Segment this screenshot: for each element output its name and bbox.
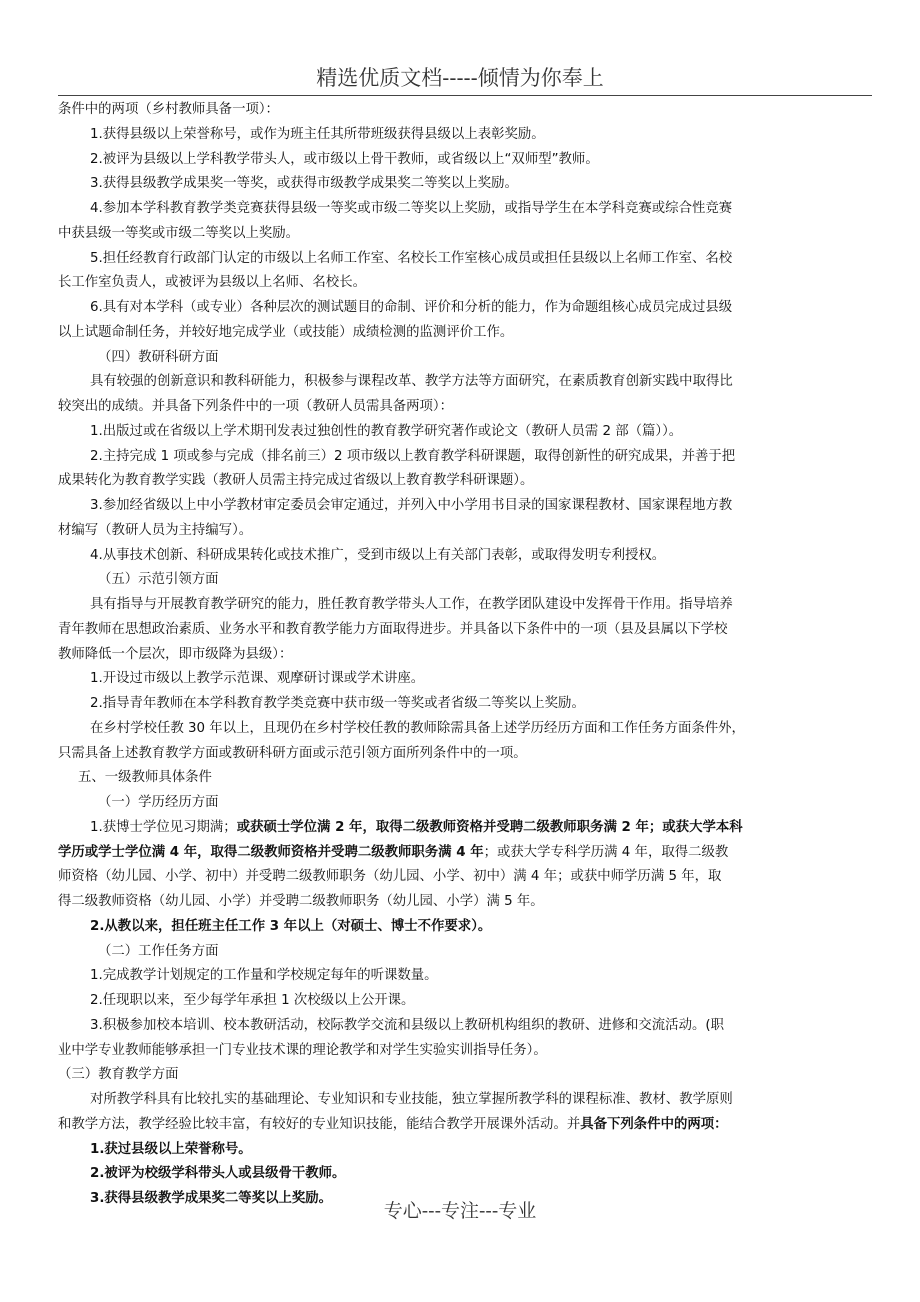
text-line: 条件中的两项（乡村教师具备一项）： bbox=[58, 102, 279, 117]
text-line: 在乡村学校任教 30 年以上，且现仍在乡村学校任教的教师除需具备上述学历经历方面和工作任务方面条件外， bbox=[90, 720, 745, 736]
text-line: 业中学专业教师能够承担一门专业技术课的理论教学和对学生实验实训指导任务）。 bbox=[58, 1042, 547, 1058]
header-divider bbox=[58, 95, 872, 96]
text-line: 具有指导与开展教育教学研究的能力，胜任教育教学带头人工作，在教学团队建设中发挥骨干作用。指导培养 bbox=[90, 597, 733, 612]
text-line: 1.完成教学计划规定的工作量和学校规定每年的听课数量。 bbox=[90, 968, 438, 984]
text-line: 5.担任经教育行政部门认定的市级以上名师工作室、名校长工作室核心成员或担任县级以上名师工作室、名校 bbox=[90, 250, 733, 266]
text-line: 教师降低一个层次，即市级降为县级）： bbox=[58, 646, 293, 662]
document-body bbox=[58, 98, 872, 1212]
text-run: 学历或学士学位满 4 年，取得二级教师资格并受聘二级教师职务满 4 年 bbox=[58, 844, 484, 860]
text-line: 2.主持完成 1 项或参与完成（排名前三）2 项市级以上教育教学科研课题，取得创新性的研究成果，并善于把 bbox=[90, 448, 736, 464]
text-line: 以上试题命制任务，并较好地完成学业（或技能）成绩检测的监测评价工作。 bbox=[58, 324, 514, 340]
text-run: 具备下列条件中的两项： bbox=[580, 1116, 728, 1132]
text-line: （五）示范引领方面 bbox=[98, 572, 219, 588]
text-line: 3.获得县级教学成果奖二等奖以上奖励。 bbox=[90, 1191, 333, 1206]
text-line: 材编写（教研人员为主持编写）。 bbox=[58, 522, 253, 538]
text-line: 3.获得县级教学成果奖一等奖，或获得市级教学成果奖二等奖以上奖励。 bbox=[90, 176, 518, 192]
text-line: （二）工作任务方面 bbox=[98, 943, 219, 959]
text-line: 师资格（幼儿园、小学、初中）并受聘二级教师职务（幼儿园、小学、初中）满 4 年；或获中师学历满 5 年，取 bbox=[58, 869, 722, 885]
text-line: 成果转化为教育教学实践（教研人员需主持完成过省级以上教育教学科研课题）。 bbox=[58, 473, 534, 489]
text-line bbox=[58, 816, 872, 841]
text-line: 4.从事技术创新、科研成果转化或技术推广，受到市级以上有关部门表彰，或取得发明专利授权。 bbox=[90, 547, 666, 563]
text-line: 青年教师在思想政治素质、业务水平和教育教学能力方面取得进步。并具备以下条件中的一项（县及县属以下学校 bbox=[58, 621, 728, 637]
text-line bbox=[58, 1113, 872, 1138]
text-line: 2.任现职以来，至少每学年承担 1 次校级以上公开课。 bbox=[90, 993, 415, 1008]
text-line: 得二级教师资格（幼儿园、小学）并受聘二级教师职务（幼儿园、小学）满 5 年。 bbox=[58, 894, 544, 909]
text-line: 具有较强的创新意识和教科研能力，积极参与课程改革、教学方法等方面研究，在素质教育创新实践中取得比 bbox=[90, 374, 733, 390]
text-line: （三）教育教学方面 bbox=[58, 1067, 179, 1083]
text-run: 和教学方法，教学经验比较丰富，有较好的专业知识技能，能结合教学开展课外活动。并 bbox=[58, 1116, 581, 1132]
text-line: 4.参加本学科教育教学类竞赛获得县级一等奖或市级二等奖以上奖励，或指导学生在本学科竞赛或综合性竞赛 bbox=[90, 201, 733, 216]
page-header: 精选优质文档-----倾情为你奉上 bbox=[316, 66, 604, 90]
text-line: 3.积极参加校本培训、校本教研活动，校际教学交流和县级以上教研机构组织的教研、进修和交流活动。(职 bbox=[90, 1017, 724, 1033]
text-run: ；或获大学专科学历满 4 年，取得二级教 bbox=[483, 844, 729, 860]
text-line: （四）教研科研方面 bbox=[98, 349, 219, 365]
text-line: 长工作室负责人，或被评为县级以上名师、名校长。 bbox=[58, 275, 366, 291]
text-line: 2.从教以来，担任班主任工作 3 年以上（对硕士、博士不作要求）。 bbox=[90, 918, 492, 934]
text-line bbox=[58, 841, 872, 866]
text-line: 五、一级教师具体条件 bbox=[78, 770, 212, 786]
text-line: 3.参加经省级以上中小学教材审定委员会审定通过，并列入中小学用书目录的国家课程教材、国家课程地方教 bbox=[90, 498, 733, 513]
text-line: 中获县级一等奖或市级二等奖以上奖励。 bbox=[58, 225, 300, 241]
text-line: 只需具备上述教育教学方面或教研科研方面或示范引领方面所列条件中的一项。 bbox=[58, 745, 527, 761]
text-line: 2.被评为县级以上学科教学带头人，或市级以上骨干教师，或省级以上“双师型”教师。 bbox=[90, 151, 599, 167]
text-line: 2.被评为校级学科带头人或县级骨干教师。 bbox=[90, 1166, 346, 1182]
text-line: 2.指导青年教师在本学科教育教学类竞赛中获市级一等奖或者省级二等奖以上奖励。 bbox=[90, 696, 585, 711]
text-line: 1.出版过或在省级以上学术期刊发表过独创性的教育教学研究著作或论文（教研人员需 2 部（篇））。 bbox=[90, 423, 683, 439]
text-run: 1.获博士学位见习期满； bbox=[90, 819, 237, 835]
text-line: 较突出的成绩。并具备下列条件中的一项（教研人员需具备两项）： bbox=[58, 399, 454, 414]
text-line: （一）学历经历方面 bbox=[98, 795, 219, 810]
text-run: 或获硕士学位满 2 年，取得二级教师资格并受聘二级教师职务满 2 年；或获大学本科 bbox=[236, 819, 743, 835]
text-line: 1.获得县级以上荣誉称号，或作为班主任其所带班级获得县级以上表彰奖励。 bbox=[90, 126, 545, 142]
page-footer: 专心---专注---专业 bbox=[383, 1200, 537, 1222]
text-line: 6.具有对本学科（或专业）各种层次的测试题目的命制、评价和分析的能力，作为命题组核心成员完成过县级 bbox=[90, 300, 733, 315]
text-line: 1.获过县级以上荣誉称号。 bbox=[90, 1141, 252, 1157]
text-line: 1.开设过市级以上教学示范课、观摩研讨课或学术讲座。 bbox=[90, 671, 425, 687]
text-line: 对所教学科具有比较扎实的基础理论、专业知识和专业技能，独立掌握所教学科的课程标准、教材、教学原则 bbox=[90, 1092, 733, 1107]
